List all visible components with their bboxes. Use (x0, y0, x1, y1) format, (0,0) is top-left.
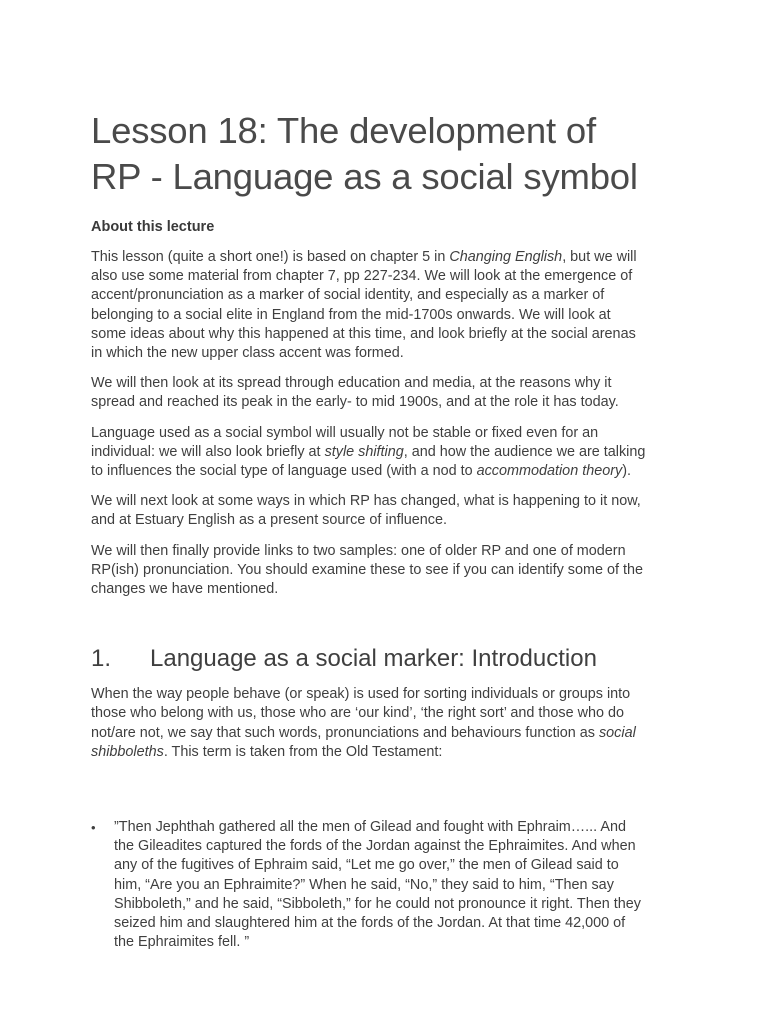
quote-list (91, 818, 691, 952)
term-style-shifting: style shifting (324, 443, 404, 460)
section-1-paragraph: When the way people behave (or speak) is used for sorting individuals or groups into those who belong with us, those who are ‘our kind’, ‘the right sort’ and those who do not/are not, we say that such words, pronunciations and behaviours function as social shibboleths. This term is taken from the Old Testament: (91, 686, 636, 760)
intro-paragraph-2: We will then look at its spread through education and media, at the reasons why it spread and reached its peak in the early- to mid 1900s, and at the role it has today. (91, 375, 619, 411)
title-line-2: RP - Language as a social symbol (91, 156, 638, 197)
page-title (91, 108, 691, 200)
intro-paragraph-3: Language used as a social symbol will usually not be stable or fixed even for an individual: we will also look briefly at style shifting, and how the audience we are talking to influences the social type of language used (with a nod to accommodation theory). (91, 424, 646, 480)
list-item: • ”Then Jephthah gathered all the men of Gilead and fought with Ephraim…... And the Gileadites captured the fords of the Jordan against the Ephraimites. And when any of the fugitives of Ephraim said, “Let me go over,” the men of Gilead said to him, “Are you an Ephraimite?” When he said, “No,” they said to him, “Then say Shibboleth,” and he said, “Sibboleth,” for he could not pronounce it right. Then they seized him and slaughtered him at the fords of the Jordan. At that time 42,000 of the Ephraimites fell. ” (91, 819, 641, 951)
document-page (91, 108, 691, 952)
term-accommodation-theory: accommodation theory (476, 463, 623, 480)
intro-paragraph-5: We will then finally provide links to two samples: one of older RP and one of modern RP(ish) pronunciation. You should examine these to see if you can identify some of the changes we have mentioned. (91, 542, 643, 598)
term-social: social (598, 724, 636, 741)
book-title: Changing English (449, 249, 563, 265)
intro-paragraph-1: This lesson (quite a short one!) is based on chapter 5 in Changing English, but we will also use some material from chapter 7, pp 227-234. We will look at the emergence of accent/pronunciation as a marker of social identity, and especially as a marker of belonging to a social elite in England from the mid-1700s onwards. We will look at some ideas about why this happened at this time, and look briefly at the social arenas in which the new upper class accent was formed. (91, 249, 637, 362)
intro-paragraph-4: We will next look at some ways in which RP has changed, what is happening to it now, and at Estuary English as a present source of influence. (91, 493, 641, 529)
about-heading: About this lecture (91, 219, 215, 235)
term-shibboleths: shibboleths (91, 743, 164, 760)
section-title: Language as a social marker: Introduction (150, 645, 597, 673)
title-line-1: Lesson 18: The development of (91, 110, 596, 151)
bullet-icon: • (91, 820, 96, 836)
section-number: 1. (91, 645, 112, 673)
section-1-heading (91, 644, 691, 674)
